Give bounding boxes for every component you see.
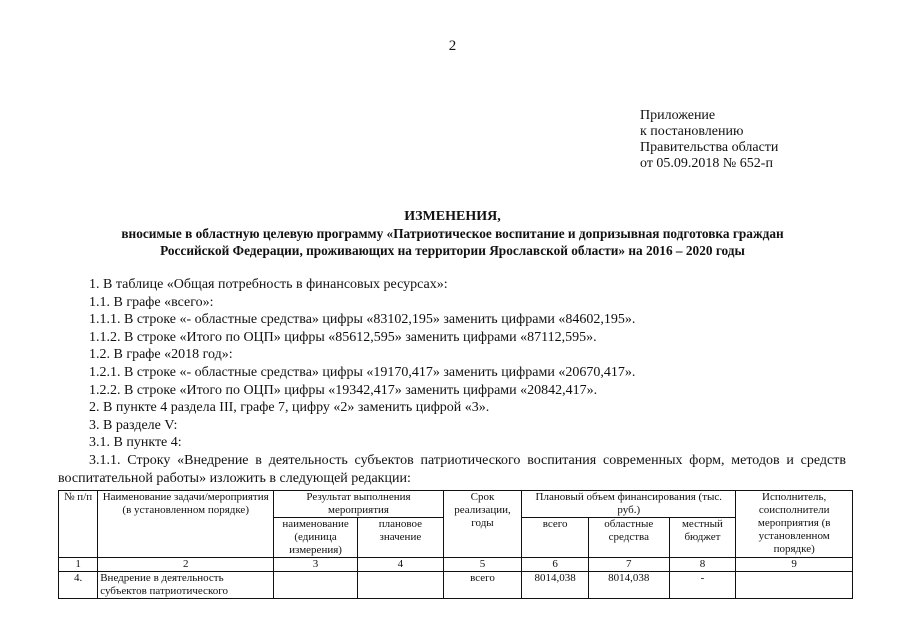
subtitle-line: Российской Федерации, проживающих на территории Ярославской области» на 2016 – 2020 годы — [160, 242, 745, 258]
paragraph: 3. В разделе V: — [89, 417, 178, 433]
paragraph: 1.1. В графе «всего»: — [89, 294, 214, 310]
header-result: Результат выполнения мероприятия — [274, 491, 444, 518]
appendix-line: к постановлению — [640, 124, 744, 139]
paragraph: 1.2. В графе «2018 год»: — [89, 347, 233, 363]
paragraph: 3.1. В пункте 4: — [89, 435, 182, 451]
paragraph: 1.2.1. В строке «- областные средства» цифры «19170,417» заменить цифрами «20670,417». — [89, 364, 636, 380]
column-number: 4 — [357, 558, 443, 572]
header-funding: Плановый объем финансирования (тыс. руб.) — [522, 491, 736, 518]
row-num: 4. — [59, 572, 98, 599]
row-result-plan — [357, 572, 443, 599]
document-subtitle — [40, 226, 865, 259]
header-executor: Исполнитель, соисполнители мероприятия (в установленном порядке) — [736, 491, 853, 558]
header-result-name: наименование (единица измерения) — [274, 518, 358, 558]
column-number: 6 — [522, 558, 589, 572]
column-numbers-row — [59, 558, 853, 572]
table-row — [59, 572, 853, 599]
appendix-block — [640, 108, 778, 172]
header-result-plan: плановое значение — [357, 518, 443, 558]
column-number: 8 — [669, 558, 736, 572]
column-number: 7 — [589, 558, 670, 572]
row-term: всего — [443, 572, 521, 599]
row-result-name — [274, 572, 358, 599]
appendix-line: от 05.09.2018 № 652-п — [640, 156, 773, 171]
header-local: местный бюджет — [669, 518, 736, 558]
column-number: 2 — [98, 558, 274, 572]
paragraph: 1.1.1. В строке «- областные средства» цифры «83102,195» заменить цифрами «84602,195». — [89, 312, 636, 328]
column-number: 3 — [274, 558, 358, 572]
row-regional: 8014,038 — [589, 572, 670, 599]
activity-table — [58, 490, 853, 599]
appendix-line: Правительства области — [640, 140, 779, 155]
paragraph: 1.2.2. В строке «Итого по ОЦП» цифры «19342,417» заменить цифрами «20842,417». — [89, 382, 598, 398]
header-total: всего — [522, 518, 589, 558]
paragraph: 1. В таблице «Общая потребность в финансовых ресурсах»: — [89, 277, 448, 292]
paragraph: 2. В пункте 4 раздела III, графе 7, цифру «2» заменить цифрой «3». — [89, 400, 490, 416]
header-task: Наименование задачи/мероприятия (в установленном порядке) — [98, 491, 274, 558]
table-header-row — [59, 491, 853, 518]
column-number: 9 — [736, 558, 853, 572]
row-executor — [736, 572, 853, 599]
header-regional: областные средства — [589, 518, 670, 558]
row-task: Внедрение в деятельность субъектов патриотического — [98, 572, 274, 599]
subtitle-line: вносимые в областную целевую программу «Патриотическое воспитание и допризывная подготовка граждан — [121, 226, 784, 241]
row-total: 8014,038 — [522, 572, 589, 599]
body-text — [58, 276, 846, 487]
row-local: - — [669, 572, 736, 599]
page-number: 2 — [448, 38, 457, 54]
column-number: 5 — [443, 558, 521, 572]
column-number: 1 — [59, 558, 98, 572]
appendix-line: Приложение — [640, 108, 716, 123]
paragraph: 3.1.1. Строку «Внедрение в деятельность субъектов патриотического воспитания современных форм, методов и средств воспитательной работы» изложить в следующей редакции: — [58, 452, 846, 486]
header-num: № п/п — [59, 491, 98, 558]
paragraph: 1.1.2. В строке «Итого по ОЦП» цифры «85612,595» заменить цифрами «87112,595». — [89, 329, 597, 345]
header-term: Срок реализации, годы — [443, 491, 521, 558]
document-title: ИЗМЕНЕНИЯ, — [404, 209, 501, 224]
